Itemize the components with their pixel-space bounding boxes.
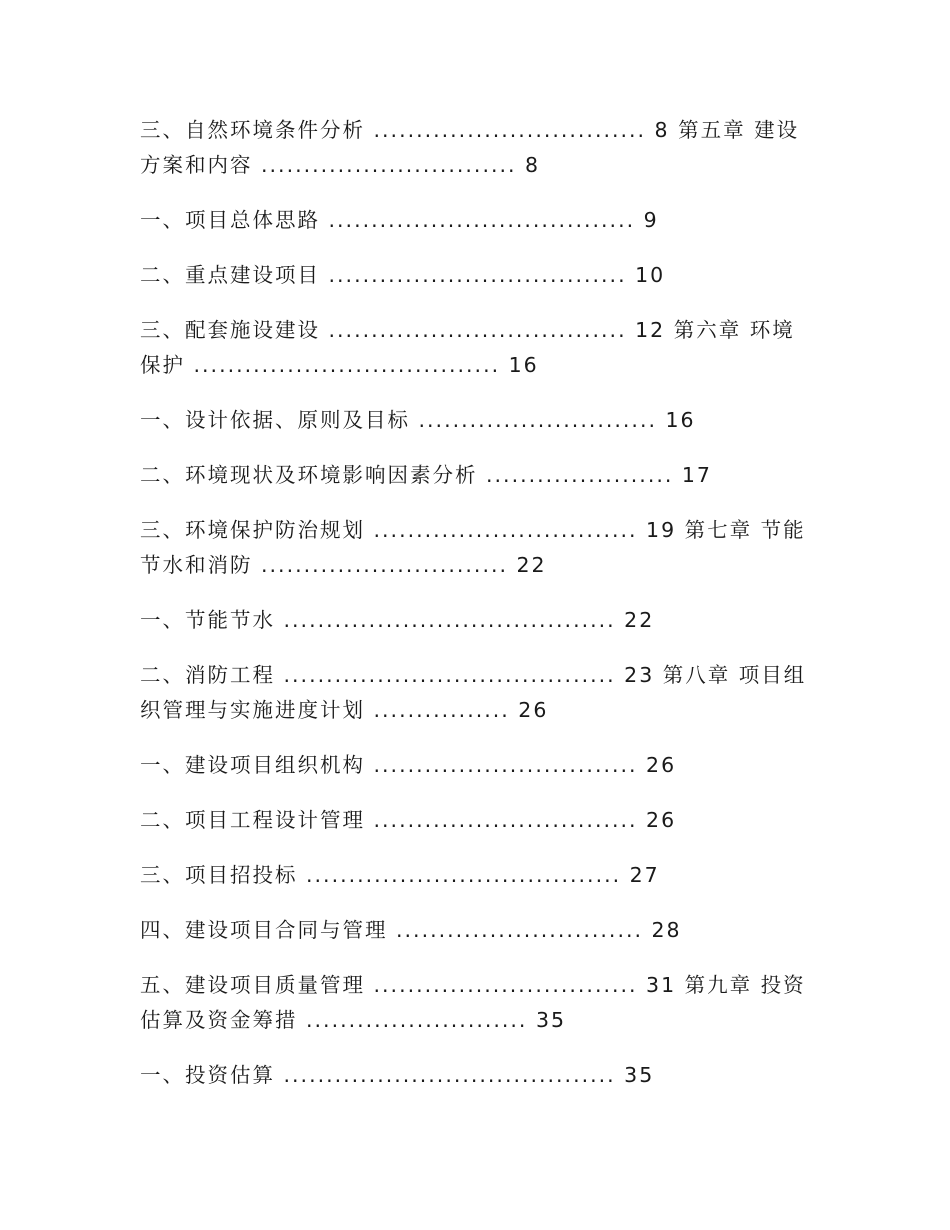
- toc-entry: 三、项目招投标 ..................................... 27: [140, 863, 660, 887]
- toc-entry: 一、设计依据、原则及目标 ............................ 16: [140, 408, 696, 432]
- toc-entry: 三、环境保护防治规划 ............................... 19 第七章 节能节水和消防 ............................. 22: [140, 518, 806, 577]
- toc-entry: 二、环境现状及环境影响因素分析 ...................... 17: [140, 463, 712, 487]
- toc-entry: 二、消防工程 ....................................... 23 第八章 项目组织管理与实施进度计划 ................ 26: [140, 663, 807, 722]
- toc-entry: 二、项目工程设计管理 ............................... 26: [140, 808, 677, 832]
- toc-entry: 一、建设项目组织机构 ............................... 26: [140, 753, 677, 777]
- toc-entry: 一、投资估算 ....................................... 35: [140, 1063, 655, 1087]
- toc-entry: 五、建设项目质量管理 ............................... 31 第九章 投资估算及资金筹措 .......................... 35: [140, 973, 806, 1032]
- toc-entry: 三、配套施设建设 ................................... 12 第六章 环境保护 .................................... 16: [140, 318, 795, 377]
- toc-entry: 四、建设项目合同与管理 ............................. 28: [140, 918, 682, 942]
- toc-entry: 二、重点建设项目 ................................... 10: [140, 263, 666, 287]
- toc-entry: 一、节能节水 ....................................... 22: [140, 608, 655, 632]
- toc-entry: 三、自然环境条件分析 ................................ 8 第五章 建设方案和内容 .............................. 8: [140, 118, 800, 177]
- toc-entry: 一、项目总体思路 .................................... 9: [140, 208, 659, 232]
- table-of-contents: [140, 113, 815, 1113]
